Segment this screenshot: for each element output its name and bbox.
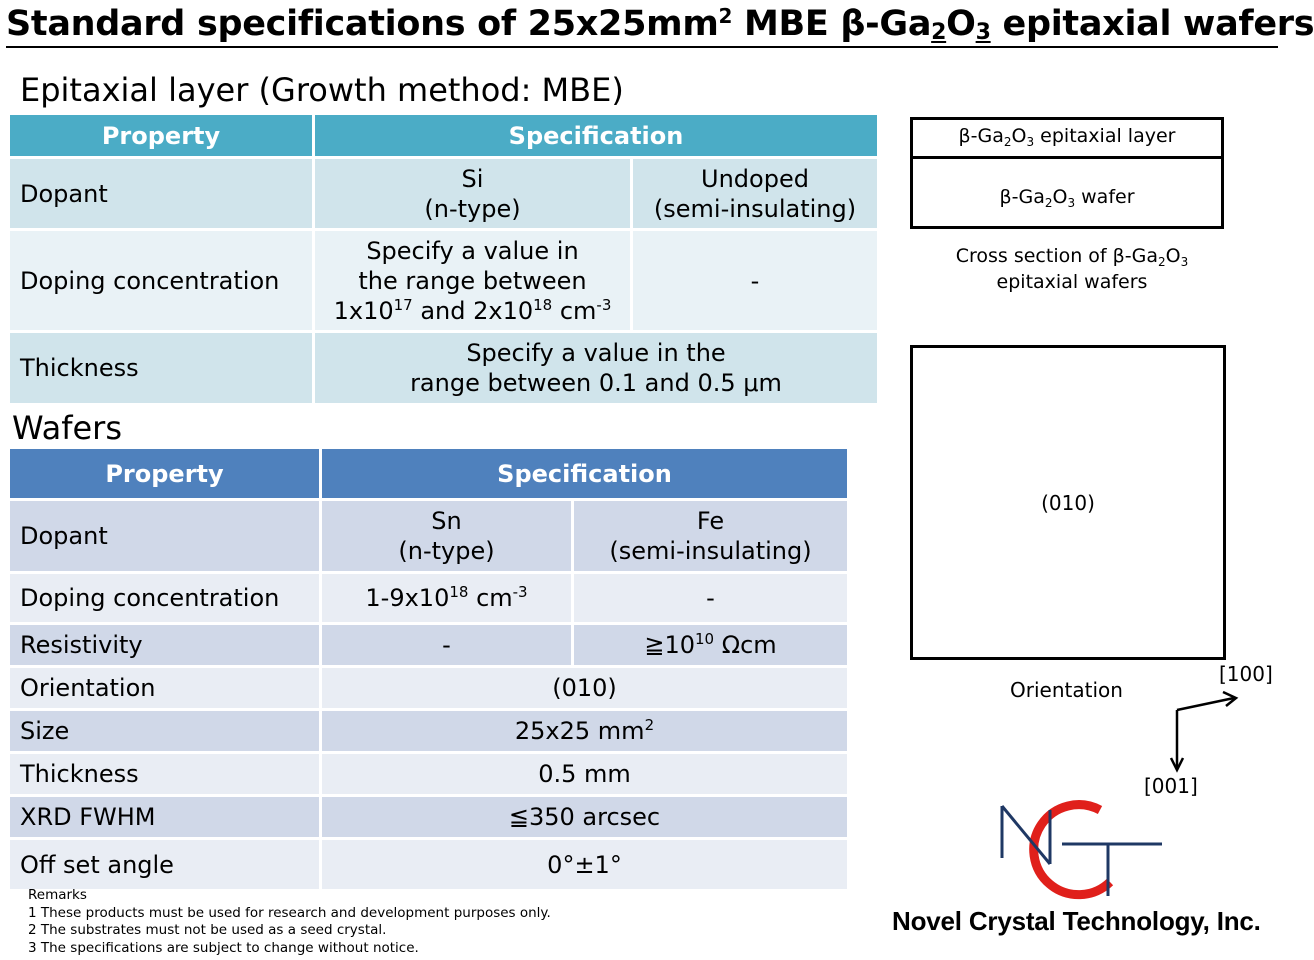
table-row: [9, 500, 849, 573]
cell-doping-fe: -: [573, 573, 849, 624]
table-row: [9, 624, 849, 667]
cell-line: Sn: [431, 507, 462, 535]
wafers-heading: Wafers: [12, 409, 122, 447]
cell-thickness: [314, 332, 879, 405]
row-label-resistivity: Resistivity: [9, 624, 321, 667]
wafer-spec-table: [7, 446, 850, 892]
table-row: [9, 158, 879, 230]
cell-offset: 0°±1°: [321, 839, 849, 891]
company-logo-icon: [996, 800, 1166, 900]
title-text: O: [946, 4, 976, 44]
subscript: 2: [1044, 196, 1053, 210]
remarks-heading: Remarks: [28, 887, 87, 903]
cell-line: (semi-insulating): [609, 537, 812, 565]
cell-size: [321, 710, 849, 753]
text-part: wafer: [1075, 186, 1135, 208]
cell-doping-range: [314, 230, 632, 332]
remark-item: 3 The specifications are subject to change without notice.: [28, 939, 419, 956]
row-label-size: Size: [9, 710, 321, 753]
text-part: and 2x10: [412, 296, 534, 325]
caption-line: [910, 243, 1234, 269]
cell-line: Fe: [696, 507, 725, 535]
remark-item: 1 These products must be used for research and development purposes only.: [28, 904, 551, 921]
text-part: 1-9x10: [365, 584, 450, 612]
row-label-doping: Doping concentration: [9, 573, 321, 624]
epitaxial-layer-box: [913, 120, 1221, 159]
cell-line: Undoped: [701, 164, 809, 193]
superscript: -3: [512, 583, 528, 601]
subscript: 2: [1158, 255, 1166, 269]
row-label-orientation: Orientation: [9, 667, 321, 710]
header-property: Property: [9, 114, 314, 158]
text-part: 25x25 mm: [514, 717, 645, 745]
text-part: ≧10: [644, 631, 695, 659]
cell-line: the range between: [358, 266, 587, 295]
table-row: [9, 667, 849, 710]
cell-line: (n-type): [398, 537, 495, 565]
table-header-row: [9, 114, 879, 158]
wafer-layer-box: [913, 159, 1221, 235]
table-row: [9, 573, 849, 624]
cross-section-caption: [910, 243, 1234, 295]
superscript: -3: [596, 295, 612, 314]
text-part: Cross section of β-Ga: [955, 245, 1159, 267]
title-text: MBE β-Ga: [732, 4, 932, 44]
cell-line: [325, 296, 620, 326]
cell-line: Si: [461, 164, 484, 193]
title-superscript: 2: [718, 4, 733, 28]
title-subscript: 3: [975, 20, 991, 45]
row-label-dopant: Dopant: [9, 500, 321, 573]
remarks: [28, 887, 551, 957]
text-part: Ωcm: [714, 631, 777, 659]
header-specification: Specification: [314, 114, 879, 158]
subscript: 3: [1026, 135, 1035, 149]
row-label-offset: Off set angle: [9, 839, 321, 891]
cell-xrd: ≦350 arcsec: [321, 796, 849, 839]
cell-resistivity-fe: [573, 624, 849, 667]
cell-line: Specify a value in: [366, 236, 579, 265]
cell-undoped: [632, 158, 879, 230]
title-text: Standard specifications of 25x25mm: [6, 4, 719, 44]
subscript: 3: [1067, 196, 1076, 210]
text-part: cm: [468, 584, 513, 612]
cell-fe: [573, 500, 849, 573]
cross-section-diagram: [910, 117, 1224, 229]
caption-line: epitaxial wafers: [996, 271, 1148, 293]
text-part: O: [1165, 245, 1181, 267]
title-text: epitaxial wafers: [990, 4, 1314, 44]
cell-line: (n-type): [424, 194, 521, 223]
cell-orientation: (010): [321, 667, 849, 710]
direction-001-label: [001]: [1144, 774, 1198, 798]
subscript: 2: [1003, 135, 1012, 149]
table-row: [9, 230, 879, 332]
cell-line: Specify a value in the: [466, 339, 726, 367]
title-subscript: 2: [931, 20, 947, 45]
company-name: Novel Crystal Technology, Inc.: [892, 906, 1261, 936]
orientation-label: Orientation: [1010, 678, 1123, 702]
cell-doping-undoped: -: [632, 230, 879, 332]
text-part: cm: [552, 296, 597, 325]
direction-100-label: [100]: [1219, 662, 1273, 686]
wafer-face-label: (010): [1041, 490, 1095, 515]
superscript: 18: [533, 295, 553, 314]
superscript: 10: [695, 630, 715, 648]
cell-resistivity-sn: -: [321, 624, 573, 667]
table-row: [9, 839, 849, 891]
text-part: O: [1011, 125, 1027, 147]
text-part: β-Ga: [999, 186, 1045, 208]
table-row: [9, 332, 879, 405]
superscript: 2: [644, 716, 655, 734]
cell-doping-sn: [321, 573, 573, 624]
page-title: [6, 2, 1314, 48]
remark-item: 2 The substrates must not be used as a seed crystal.: [28, 922, 387, 938]
cell-si: [314, 158, 632, 230]
text-part: β-Ga: [958, 125, 1004, 147]
row-label-xrd: XRD FWHM: [9, 796, 321, 839]
cell-sn: [321, 500, 573, 573]
row-label-dopant: Dopant: [9, 158, 314, 230]
wafer-top-view: [910, 345, 1226, 660]
epitaxial-heading: Epitaxial layer (Growth method: MBE): [20, 71, 624, 109]
superscript: 18: [449, 583, 469, 601]
cell-thickness: 0.5 mm: [321, 753, 849, 796]
text-part: epitaxial layer: [1034, 125, 1176, 147]
orientation-arrows-icon: [1150, 680, 1250, 780]
table-header-row: [9, 448, 849, 500]
table-row: [9, 753, 849, 796]
superscript: 17: [393, 295, 413, 314]
text-part: O: [1052, 186, 1068, 208]
subscript: 3: [1180, 255, 1189, 269]
row-label-thickness: Thickness: [9, 753, 321, 796]
table-row: [9, 796, 849, 839]
row-label-doping: Doping concentration: [9, 230, 314, 332]
cell-line: range between 0.1 and 0.5 μm: [410, 369, 782, 397]
header-property: Property: [9, 448, 321, 500]
text-part: 1x10: [333, 296, 394, 325]
row-label-thickness: Thickness: [9, 332, 314, 405]
table-row: [9, 710, 849, 753]
header-specification: Specification: [321, 448, 849, 500]
epitaxial-spec-table: [7, 112, 880, 406]
cell-line: (semi-insulating): [653, 194, 857, 223]
